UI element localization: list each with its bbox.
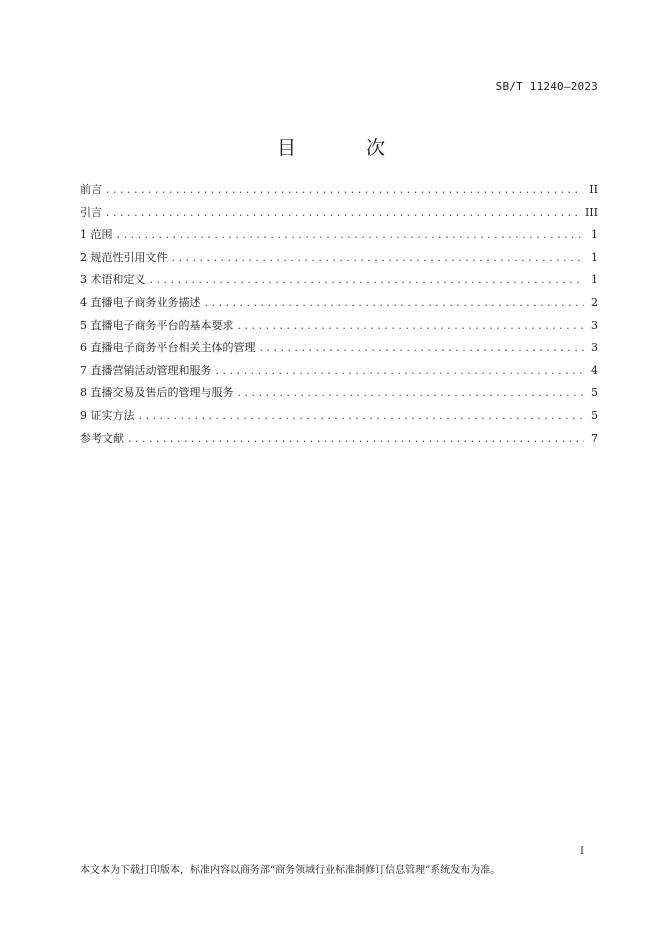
toc-dot-leader (172, 251, 585, 265)
toc-entry-page: 4 (591, 363, 598, 377)
toc-entry[interactable] (80, 386, 598, 409)
toc-entry-page: III (584, 205, 598, 219)
toc-entry-label: 3 术语和定义 (80, 273, 146, 287)
toc-entry-label: 前言 (80, 183, 102, 196)
toc-entry-page: 1 (591, 228, 598, 242)
page-number: I (580, 846, 584, 857)
toc-entry-page: 5 (591, 386, 598, 400)
toc-entry-label: 6 直播电子商务平台相关主体的管理 (80, 341, 256, 355)
toc-entry-page: 1 (591, 250, 598, 264)
toc-dot-leader (238, 319, 585, 333)
toc-dot-leader (205, 296, 585, 310)
toc-dot-leader (106, 206, 579, 220)
toc-entry-page: 7 (591, 431, 598, 445)
toc-entry-page: II (589, 183, 598, 196)
toc-entry[interactable] (80, 296, 598, 319)
toc-dot-leader (117, 228, 585, 242)
footer-note: 本文本为下载打印版本，标准内容以商务部“商务领域行业标准制修订信息管理”系统发布为准。 (80, 865, 501, 876)
toc-dot-leader (106, 183, 583, 197)
toc-entry[interactable] (80, 432, 598, 455)
toc-entry-label: 4 直播电子商务业务描述 (80, 295, 201, 309)
toc-entry-page: 1 (591, 273, 598, 287)
toc-entry[interactable] (80, 273, 598, 296)
toc-entry-label: 5 直播电子商务平台的基本要求 (80, 318, 234, 332)
toc-dot-leader (260, 341, 585, 355)
toc-dot-leader (139, 409, 585, 423)
toc-entry[interactable] (80, 409, 598, 432)
toc-entry-label: 2 规范性引用文件 (80, 250, 168, 264)
toc-entry-page: 5 (591, 408, 598, 422)
toc-entry-page: 3 (591, 318, 598, 332)
toc-dot-leader (238, 386, 585, 400)
toc-entry-page: 2 (591, 295, 598, 309)
toc-dot-leader (216, 364, 585, 378)
toc-entry-page: 3 (591, 341, 598, 355)
toc-entry-label: 1 范围 (80, 228, 113, 242)
toc-entry[interactable] (80, 183, 598, 206)
toc-dot-leader (128, 432, 584, 446)
toc-entry[interactable] (80, 364, 598, 387)
page-title: 目 次 (276, 137, 418, 159)
toc-dot-leader (150, 273, 585, 287)
toc-entry-label: 引言 (80, 205, 102, 219)
toc-entry-label: 8 直播交易及售后的管理与服务 (80, 386, 234, 400)
toc-entry[interactable] (80, 319, 598, 342)
table-of-contents (80, 183, 598, 454)
toc-entry[interactable] (80, 206, 598, 229)
toc-entry-label: 9 证实方法 (80, 408, 135, 422)
toc-entry[interactable] (80, 228, 598, 251)
toc-entry[interactable] (80, 341, 598, 364)
standard-code: SB/T 11240—2023 (495, 80, 598, 93)
toc-entry-label: 7 直播营销活动管理和服务 (80, 363, 212, 377)
toc-entry[interactable] (80, 251, 598, 274)
toc-entry-label: 参考文献 (80, 431, 124, 445)
